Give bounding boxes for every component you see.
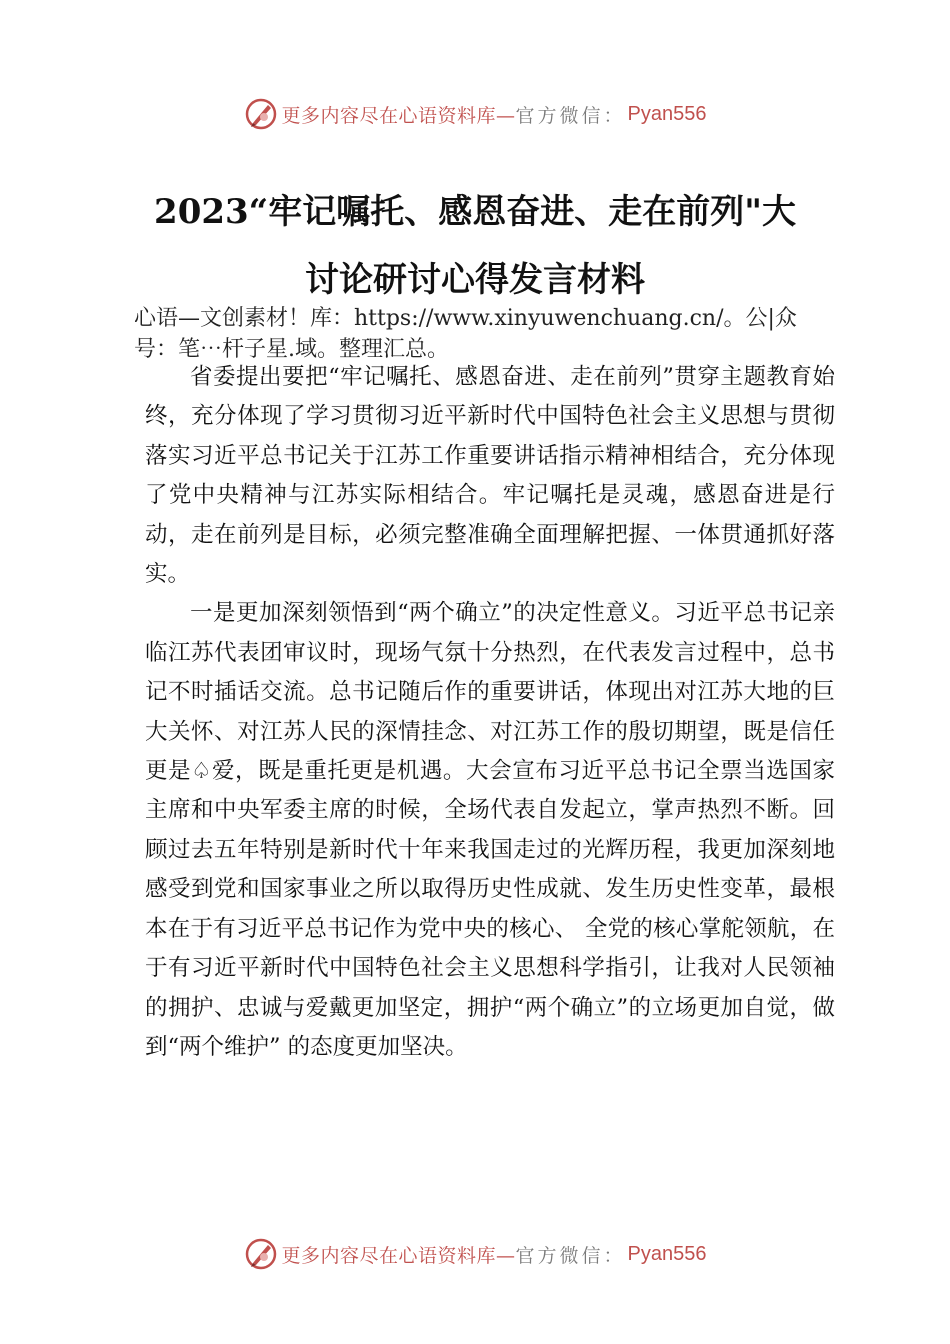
banner-wechat-label: 官方微信： [515, 1244, 626, 1267]
banner-wechat-label: 官方微信： [515, 104, 626, 127]
document-title-line-2: 讨论研讨心得发言材料 [305, 260, 645, 300]
document-body [145, 358, 835, 1067]
banner-wechat-id: Pyan556 [627, 1242, 707, 1265]
banner-text: 更多内容尽在心语资料库— [281, 1244, 516, 1267]
header-banner [0, 94, 950, 134]
banner-wechat-id: Pyan556 [627, 102, 707, 125]
source-note: 心语—文创素材！库：https://www.xinyuwenchuang.cn/。公|众号：笔⋯杆子星.域。整理汇总。 [134, 306, 797, 362]
pen-logo-icon [244, 1237, 278, 1271]
body-paragraph: 省委提出要把“牢记嘱托、感恩奋进、走在前列”贯穿主题教育始终，充分体现了学习贯彻习近平新时代中国特色社会主义思想与贯彻落实习近平总书记关于江苏工作重要讲话指示精神相结合，充分体现了党中央精神与江苏实际相结合。牢记嘱托是灵魂，感恩奋进是行动，走在前列是目标，必须完整准确全面理解把握、一体贯通抓好落实。 [145, 364, 835, 588]
banner-text: 更多内容尽在心语资料库— [281, 104, 516, 127]
document-title-line-1: 2023“牢记嘱托、感恩奋进、走在前列"大 [154, 192, 796, 232]
pen-logo-icon [244, 97, 278, 131]
body-paragraph: 一是更加深刻领悟到“两个确立”的决定性意义。习近平总书记亲临江苏代表团审议时，现场气氛十分热烈，在代表发言过程中，总书记不时插话交流。总书记随后作的重要讲话，体现出对江苏大地的巨大关怀、对江苏人民的深情挂念、对江苏工作的殷切期望，既是信任更是♤爱，既是重托更是机遇。大会宣布习近平总书记全票当选国家主席和中央军委主席的时候，全场代表自发起立，掌声热烈不断。回顾过去五年特别是新时代十年来我国走过的光辉历程，我更加深刻地感受到党和国家事业之所以取得历史性成就、发生历史性变革，最根本在于有习近平总书记作为党中央的核心、 全党的核心掌舵领航，在于有习近平新时代中国特色社会主义思想科学指引，让我对人民领袖的拥护、忠诚与爱戴更加坚定，拥护“两个确立”的立场更加自觉，做到“两个维护” 的态度更加坚决。 [145, 600, 835, 1060]
footer-banner [0, 1234, 950, 1274]
